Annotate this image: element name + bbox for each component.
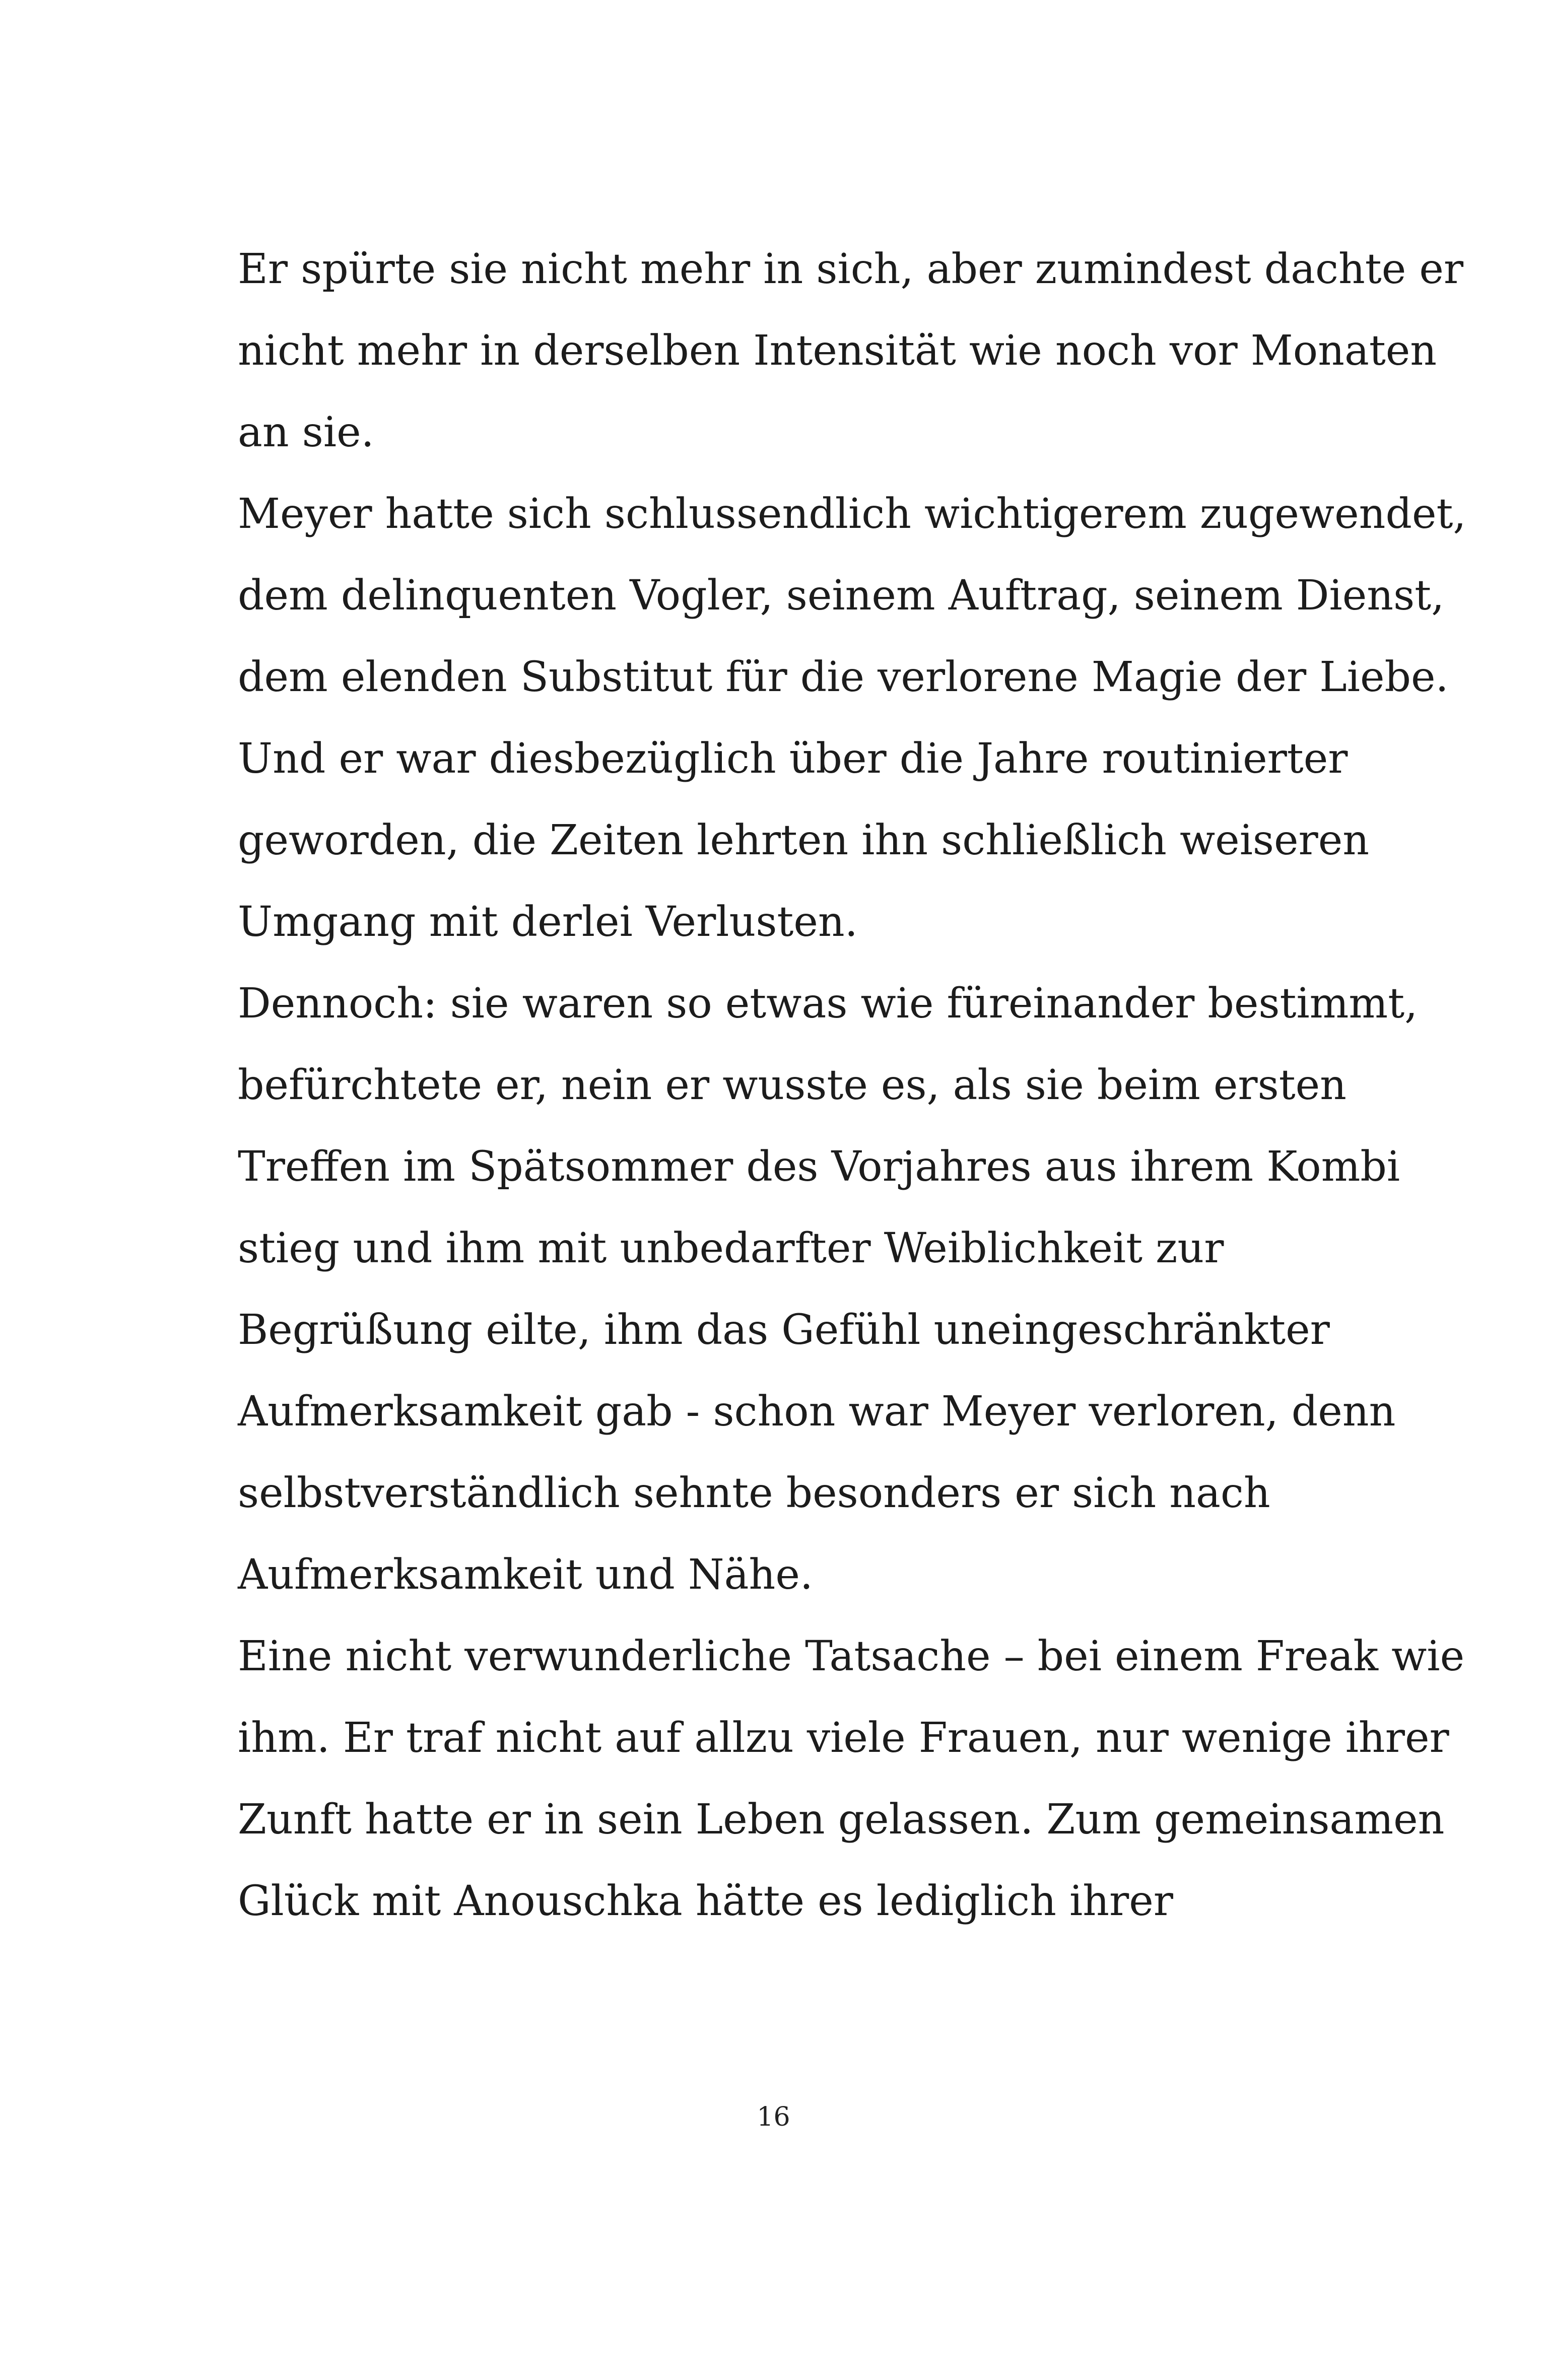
text-line: Glück mit Anouschka hätte es lediglich ihrer: [238, 1877, 1173, 1925]
text-line: dem elenden Substitut für die verlorene Magie der Liebe.: [238, 653, 1449, 701]
text-line: Er spürte sie nicht mehr in sich, aber zumindest dachte er: [238, 245, 1464, 293]
body-text: [238, 237, 1466, 1950]
text-line: Aufmerksamkeit und Nähe.: [238, 1551, 813, 1599]
text-line: Aufmerksamkeit gab - schon war Meyer verloren, denn: [238, 1388, 1396, 1436]
text-line: Umgang mit derlei Verlusten.: [238, 898, 858, 946]
text-line: selbstverständlich sehnte besonders er sich nach: [238, 1469, 1270, 1517]
text-line: Begrüßung eilte, ihm das Gefühl uneingeschränkter: [238, 1306, 1330, 1354]
text-line: ihm. Er traf nicht auf allzu viele Frauen, nur wenige ihrer: [238, 1714, 1449, 1762]
page-number: 16: [757, 2102, 790, 2132]
text-line: befürchtete er, nein er wusste es, als sie beim ersten: [238, 1061, 1347, 1109]
text-line: nicht mehr in derselben Intensität wie noch vor Monaten: [238, 327, 1437, 375]
text-line: dem delinquenten Vogler, seinem Auftrag, seinem Dienst,: [238, 572, 1445, 620]
text-line: geworden, die Zeiten lehrten ihn schließlich weiseren: [238, 817, 1370, 864]
text-line: Zunft hatte er in sein Leben gelassen. Zum gemeinsamen: [238, 1796, 1445, 1844]
text-line: Meyer hatte sich schlussendlich wichtigerem zugewendet,: [238, 490, 1466, 538]
text-line: Eine nicht verwunderliche Tatsache – bei einem Freak wie: [238, 1633, 1465, 1680]
text-line: Und er war diesbezüglich über die Jahre routinierter: [238, 735, 1348, 783]
text-line: Dennoch: sie waren so etwas wie füreinander bestimmt,: [238, 980, 1418, 1028]
text-line: an sie.: [238, 409, 374, 456]
text-line: Treffen im Spätsommer des Vorjahres aus ihrem Kombi: [238, 1143, 1400, 1191]
text-line: stieg und ihm mit unbedarfter Weiblichkeit zur: [238, 1225, 1224, 1272]
